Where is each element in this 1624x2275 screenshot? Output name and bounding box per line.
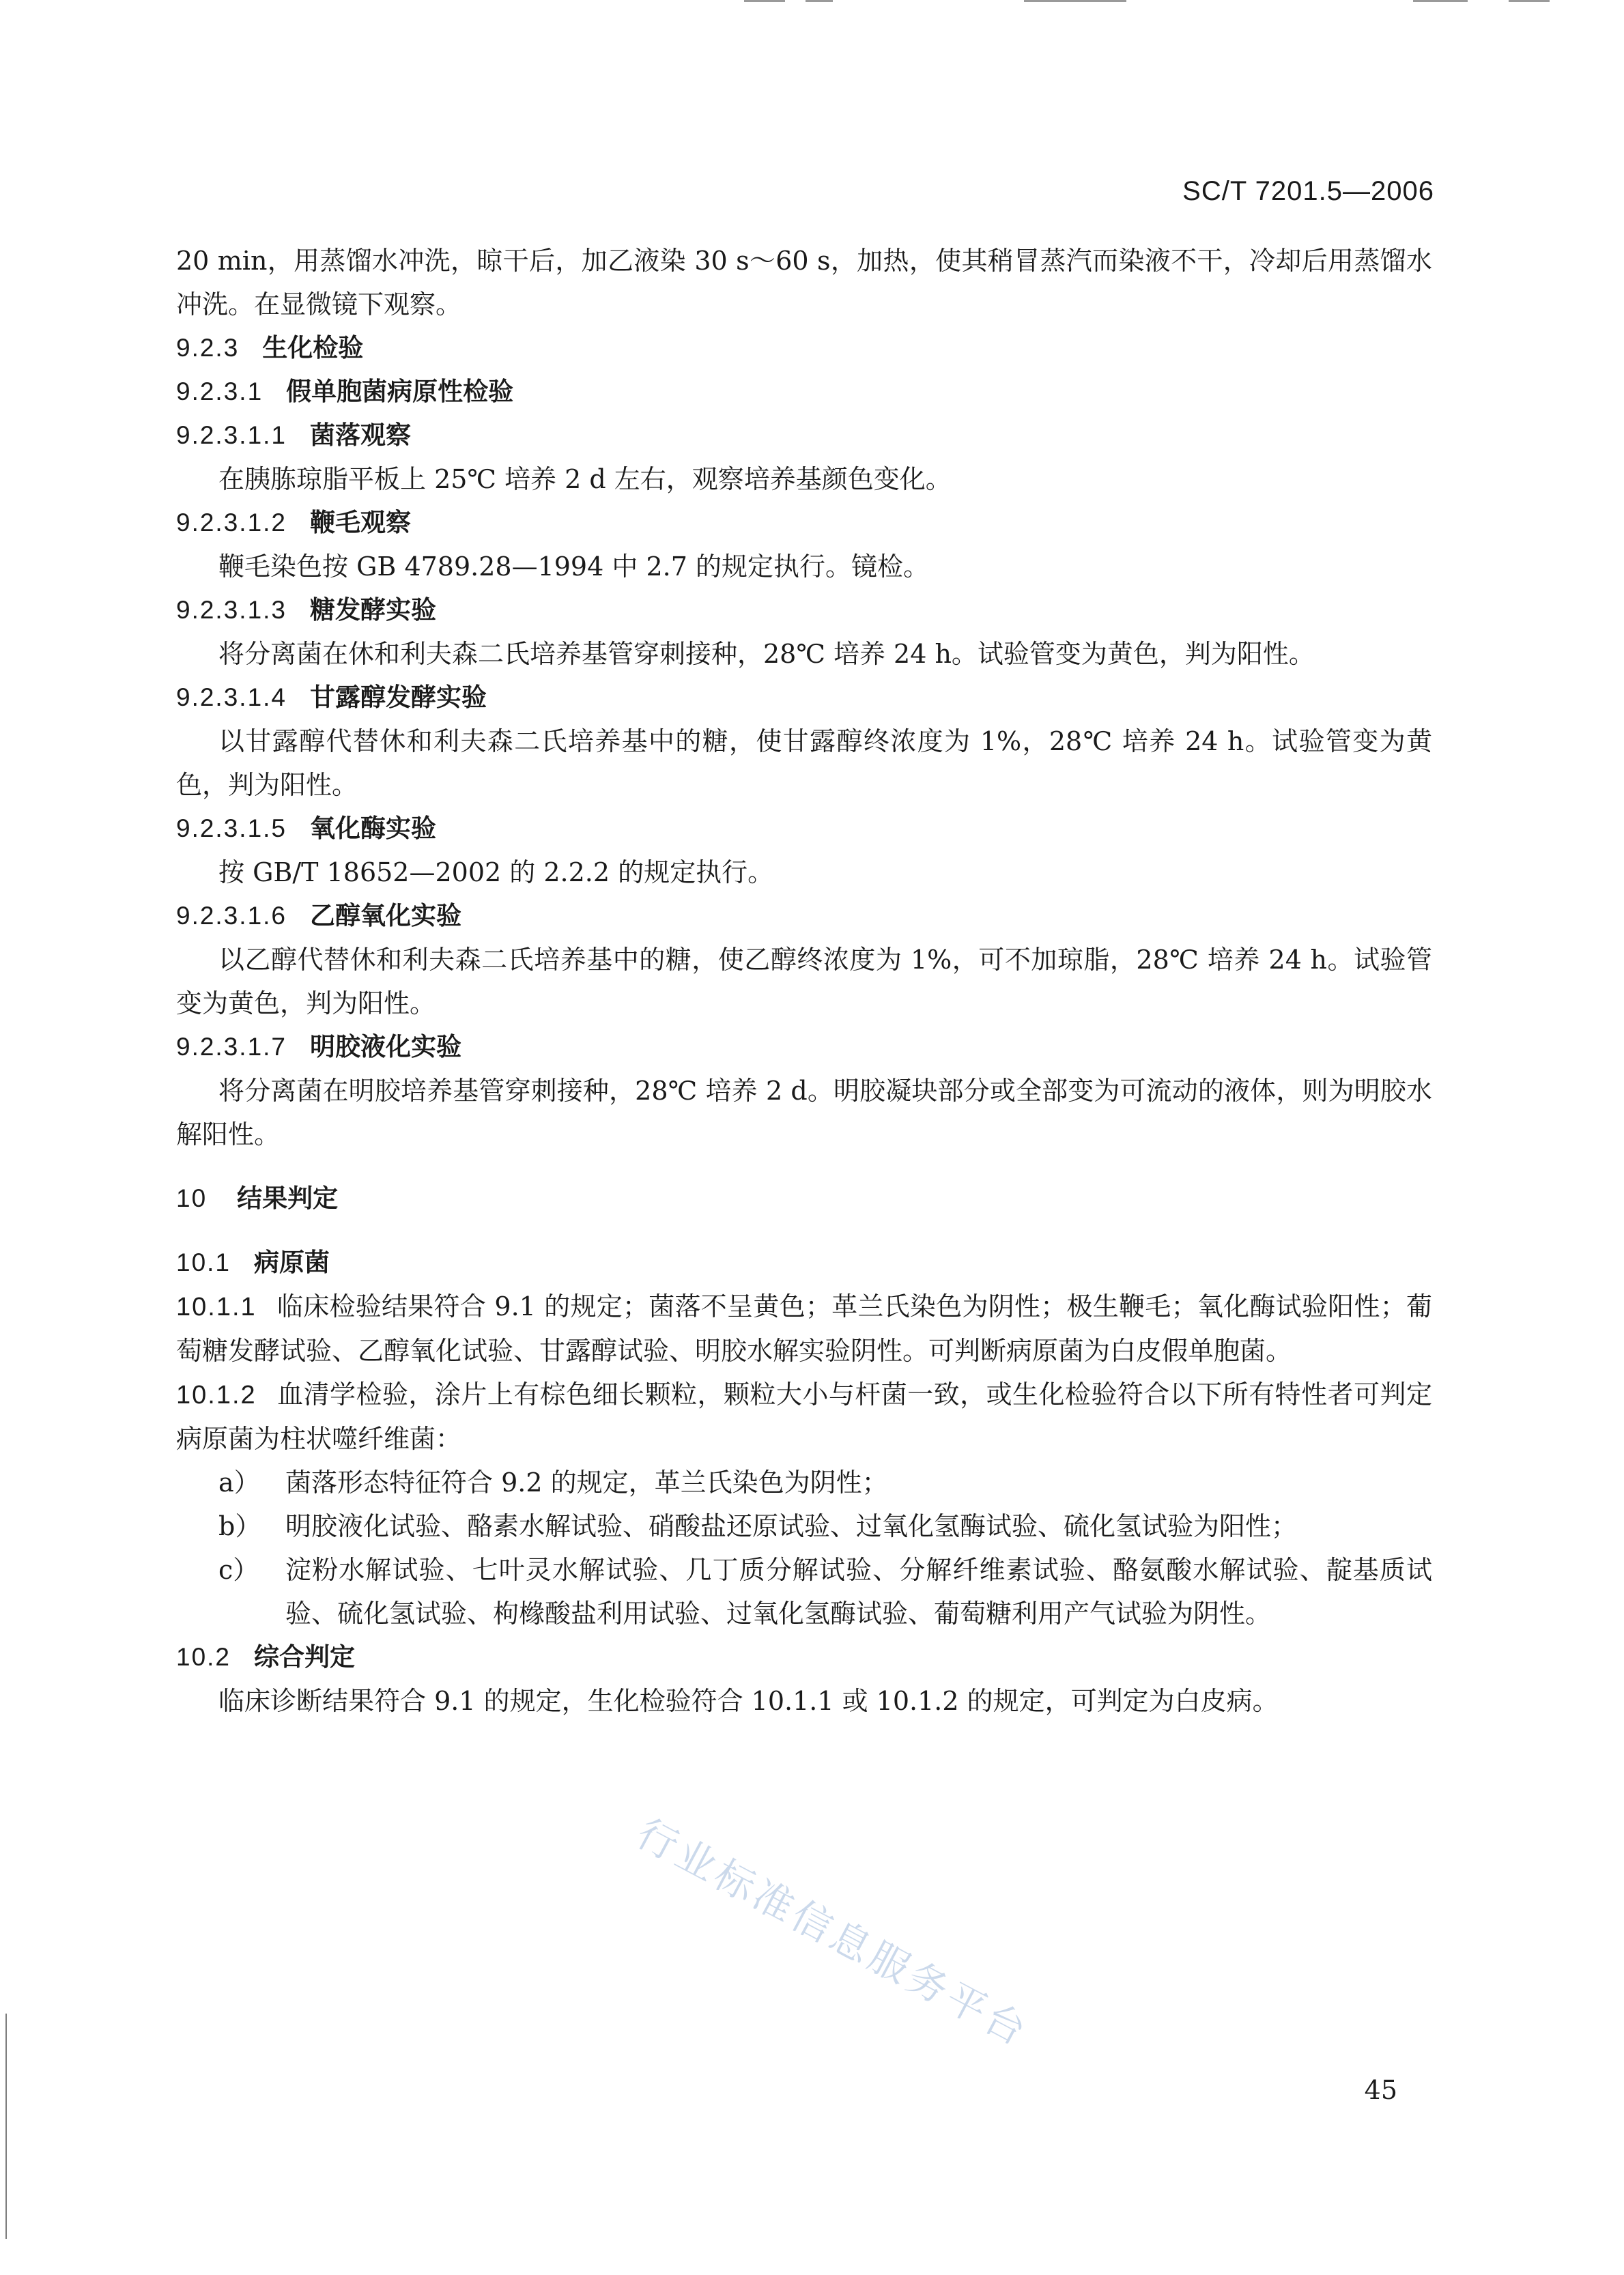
section-number: 9.2.3.1.5 xyxy=(176,814,287,842)
top-rule-fragment xyxy=(744,0,785,2)
section-number: 10.1 xyxy=(176,1248,231,1276)
section-heading xyxy=(176,894,1432,938)
top-rule-fragment xyxy=(1413,0,1468,2)
top-rule-fragment xyxy=(806,0,833,2)
list-item-text: 菌落形态特征符合 9.2 的规定，革兰氏染色为阴性； xyxy=(285,1468,888,1498)
continued-paragraph: 20 min，用蒸馏水冲洗，晾干后，加乙液染 30 s～60 s，加热，使其稍冒蒸汽而染液不干，冷却后用蒸馏水冲洗。在显微镜下观察。 xyxy=(176,246,1432,319)
section-title: 生化检验 xyxy=(262,333,364,362)
top-rule-fragment xyxy=(1024,0,1126,2)
section-number: 9.2.3.1.7 xyxy=(176,1033,287,1061)
chapter-title: 结果判定 xyxy=(237,1184,339,1213)
list-item xyxy=(176,1504,1432,1548)
section-title: 鞭毛观察 xyxy=(310,508,412,537)
clause-number: 10.1.1 xyxy=(176,1293,257,1321)
watermark: 行业标准信息服务平台 xyxy=(629,1809,1037,2056)
section-heading xyxy=(176,807,1432,850)
section-number: 9.2.3.1.1 xyxy=(176,421,287,449)
chapter-heading xyxy=(176,1177,1432,1220)
clause-paragraph xyxy=(176,1373,1432,1461)
list-marker: c） xyxy=(218,1555,259,1585)
section-number: 9.2.3.1.6 xyxy=(176,902,287,930)
section-heading xyxy=(176,588,1432,632)
section-heading xyxy=(176,1025,1432,1069)
section-heading xyxy=(176,414,1432,457)
section-number: 9.2.3.1.4 xyxy=(176,683,287,711)
section-title: 甘露醇发酵实验 xyxy=(310,683,487,712)
section-paragraph: 按 GB/T 18652—2002 的 2.2.2 的规定执行。 xyxy=(218,857,774,887)
section-title: 氧化酶实验 xyxy=(310,814,437,843)
chapter-number: 10 xyxy=(176,1184,208,1212)
section-paragraph: 在胰胨琼脂平板上 25℃ 培养 2 d 左右，观察培养基颜色变化。 xyxy=(218,464,952,494)
page-number: 45 xyxy=(1364,2075,1397,2105)
section-title: 糖发酵实验 xyxy=(310,595,437,625)
section-title: 综合判定 xyxy=(254,1642,356,1672)
section-heading xyxy=(176,1635,1432,1679)
list-marker: b） xyxy=(218,1511,261,1541)
list-item-text: 明胶液化试验、酪素水解试验、硝酸盐还原试验、过氧化氢酶试验、硫化氢试验为阳性； xyxy=(285,1511,1298,1541)
section-paragraph: 临床诊断结果符合 9.1 的规定，生化检验符合 10.1.1 或 10.1.2 的规定，可判定为白皮病。 xyxy=(218,1686,1279,1716)
section-paragraph: 鞭毛染色按 GB 4789.28—1994 中 2.7 的规定执行。镜检。 xyxy=(218,552,929,582)
section-paragraph: 将分离菌在明胶培养基管穿刺接种，28℃ 培养 2 d。明胶凝块部分或全部变为可流动的液体，则为明胶水解阳性。 xyxy=(176,1076,1432,1149)
list-item xyxy=(176,1548,1432,1635)
standard-code: SC/T 7201.5—2006 xyxy=(1182,176,1434,206)
section-heading xyxy=(176,370,1432,414)
section-heading xyxy=(176,676,1432,719)
section-paragraph: 以乙醇代替休和利夫森二氏培养基中的糖，使乙醇终浓度为 1%，可不加琼脂，28℃ 培养 24 h。试验管变为黄色，判为阳性。 xyxy=(176,945,1432,1018)
section-paragraph: 将分离菌在休和利夫森二氏培养基管穿刺接种，28℃ 培养 24 h。试验管变为黄色，判为阳性。 xyxy=(218,639,1315,669)
list-item-text: 淀粉水解试验、七叶灵水解试验、几丁质分解试验、分解纤维素试验、酪氨酸水解试验、靛基质试验、硫化氢试验、枸橼酸盐利用试验、过氧化氢酶试验、葡萄糖利用产气试验为阴性。 xyxy=(285,1555,1432,1629)
list-item xyxy=(176,1461,1432,1504)
section-title: 乙醇氧化实验 xyxy=(310,901,462,930)
section-title: 假单胞菌病原性检验 xyxy=(286,377,514,406)
section-heading xyxy=(176,1241,1432,1285)
clause-text: 临床检验结果符合 9.1 的规定；菌落不呈黄色；革兰氏染色为阴性；极生鞭毛；氧化酶试验阳性；葡萄糖发酵试验、乙醇氧化试验、甘露醇试验、明胶水解实验阴性。可判断病原菌为白皮假单胞菌。 xyxy=(176,1291,1432,1366)
document-body xyxy=(176,239,1432,1723)
section-title: 明胶液化实验 xyxy=(310,1032,462,1061)
clause-text: 血清学检验，涂片上有棕色细长颗粒，颗粒大小与杆菌一致，或生化检验符合以下所有特性者可判定病原菌为柱状噬纤维菌： xyxy=(176,1379,1432,1454)
section-number: 9.2.3 xyxy=(176,334,240,362)
section-number: 9.2.3.1 xyxy=(176,377,263,405)
section-title: 菌落观察 xyxy=(310,420,412,450)
clause-paragraph xyxy=(176,1285,1432,1373)
section-number: 9.2.3.1.3 xyxy=(176,596,287,624)
section-paragraph: 以甘露醇代替休和利夫森二氏培养基中的糖，使甘露醇终浓度为 1%，28℃ 培养 24 h。试验管变为黄色，判为阳性。 xyxy=(176,726,1432,800)
section-heading xyxy=(176,326,1432,370)
list-marker: a） xyxy=(218,1468,260,1498)
section-title: 病原菌 xyxy=(254,1248,330,1277)
clause-number: 10.1.2 xyxy=(176,1381,257,1410)
section-heading xyxy=(176,501,1432,545)
section-number: 9.2.3.1.2 xyxy=(176,509,287,536)
scan-edge-mark xyxy=(5,2014,7,2239)
section-number: 10.2 xyxy=(176,1643,231,1671)
top-rule-fragment xyxy=(1509,0,1550,2)
